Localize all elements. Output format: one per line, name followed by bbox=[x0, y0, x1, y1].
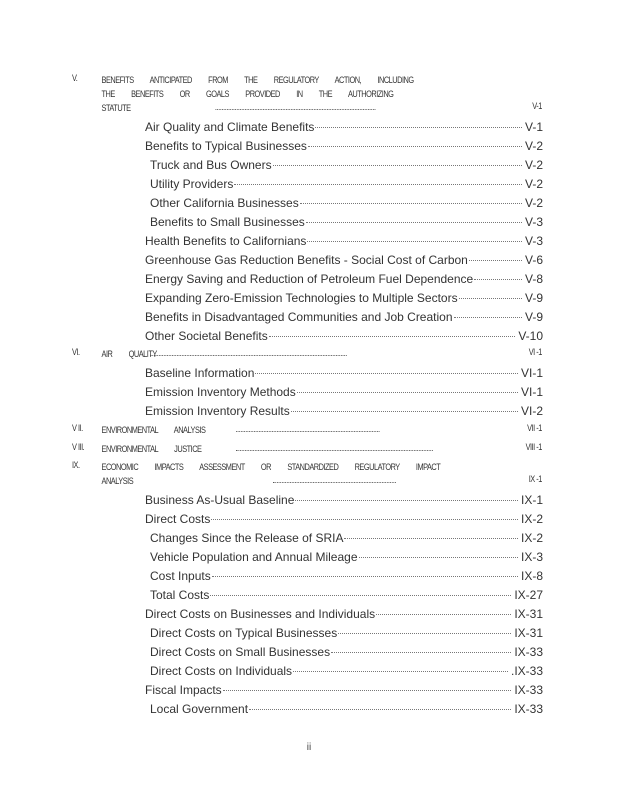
leader-dots bbox=[249, 709, 511, 710]
toc-entry[interactable] bbox=[145, 682, 543, 698]
toc-entry-page: V-2 bbox=[524, 158, 543, 172]
leader-dots bbox=[223, 690, 512, 691]
toc-entry-title: Direct Costs on Individuals bbox=[150, 664, 293, 678]
toc-entry[interactable] bbox=[145, 138, 543, 154]
toc-entry[interactable] bbox=[145, 492, 543, 508]
section-title: ECONOMIC IMPACTS ASSESSMENT OR STANDARDIZED REGULATORY IMPACT ANALYSIS bbox=[101, 462, 441, 486]
leader-dots bbox=[469, 260, 522, 261]
leader-dots bbox=[216, 109, 376, 110]
toc-entry-page: V-8 bbox=[524, 272, 543, 286]
section-number: VI. bbox=[72, 347, 80, 357]
leader-dots bbox=[315, 127, 522, 128]
leader-dots bbox=[306, 222, 522, 223]
leader-dots bbox=[308, 146, 522, 147]
section-title: BENEFITS ANTICIPATED FROM THE REGULATORY ACTION, INCLUDING THE BENEFITS OR GOALS PROVIDED IN THE AUTHORIZING STATUTE bbox=[101, 75, 414, 113]
toc-entry-title: Expanding Zero-Emission Technologies to Multiple Sectors bbox=[145, 291, 458, 305]
toc-entry-title: Greenhouse Gas Reduction Benefits - Social Cost of Carbon bbox=[145, 253, 468, 267]
toc-entry-title: Benefits in Disadvantaged Communities and Job Creation bbox=[145, 310, 453, 324]
toc-entry-page: IX-33 bbox=[514, 683, 543, 697]
leader-dots bbox=[454, 317, 522, 318]
toc-entry[interactable] bbox=[145, 606, 543, 622]
toc-entry[interactable] bbox=[150, 214, 543, 230]
section-ix-heading bbox=[72, 460, 542, 488]
toc-entry-title: Direct Costs on Small Businesses bbox=[150, 645, 331, 659]
toc-entry[interactable] bbox=[150, 549, 543, 565]
leader-dots bbox=[269, 336, 516, 337]
section-vi-heading bbox=[72, 347, 542, 361]
toc-entry[interactable] bbox=[150, 625, 543, 641]
toc-entry-page: IX-33 bbox=[514, 645, 543, 659]
section-number: V II. bbox=[72, 423, 83, 433]
section-title: AIR QUALITY bbox=[101, 349, 157, 359]
toc-entry-title: Local Government bbox=[150, 702, 249, 716]
section-title: ENVIRONMENTAL JUSTICE bbox=[101, 444, 202, 454]
toc-entry-page: V-10 bbox=[518, 329, 543, 343]
leader-dots bbox=[307, 241, 522, 242]
toc-entry-title: Emission Inventory Results bbox=[145, 404, 290, 418]
toc-entry[interactable] bbox=[145, 309, 543, 325]
toc-entry[interactable] bbox=[150, 195, 543, 211]
toc-entry[interactable] bbox=[145, 365, 543, 381]
section-page: V-1 bbox=[532, 101, 542, 111]
toc-entry[interactable] bbox=[150, 176, 543, 192]
section-page: VIII -1 bbox=[525, 442, 542, 452]
toc-entry-title: Energy Saving and Reduction of Petroleum Fuel Dependence bbox=[145, 272, 474, 286]
leader-dots bbox=[474, 279, 522, 280]
page-number: ii bbox=[306, 742, 312, 753]
section-page: VI -1 bbox=[528, 347, 542, 357]
leader-dots bbox=[376, 614, 511, 615]
toc-entry[interactable] bbox=[150, 644, 543, 660]
leader-dots bbox=[300, 203, 522, 204]
toc-entry-page: IX-2 bbox=[520, 512, 543, 526]
leader-dots bbox=[331, 652, 511, 653]
toc-entry-title: Changes Since the Release of SRIA bbox=[150, 531, 344, 545]
toc-entry-title: Air Quality and Climate Benefits bbox=[145, 120, 315, 134]
section-page: VII -1 bbox=[527, 423, 542, 433]
section-title: ENVIRONMENTAL ANALYSIS bbox=[101, 425, 206, 435]
leader-dots bbox=[273, 165, 522, 166]
toc-entry-page: V-3 bbox=[524, 215, 543, 229]
toc-entry-page: IX-27 bbox=[514, 588, 543, 602]
toc-entry[interactable] bbox=[145, 328, 543, 344]
toc-entry-page: .IX-33 bbox=[510, 664, 543, 678]
toc-entry[interactable] bbox=[150, 568, 543, 584]
toc-entry[interactable] bbox=[145, 233, 543, 249]
leader-dots bbox=[255, 373, 518, 374]
toc-entry-title: Benefits to Small Businesses bbox=[150, 215, 305, 229]
section-vii-heading bbox=[72, 423, 542, 437]
toc-entry-page: IX-3 bbox=[520, 550, 543, 564]
toc-entry-page: V-9 bbox=[524, 291, 543, 305]
toc-entry-page: V-1 bbox=[524, 120, 543, 134]
leader-dots bbox=[212, 576, 518, 577]
leader-dots bbox=[234, 184, 522, 185]
toc-entry-title: Truck and Bus Owners bbox=[150, 158, 272, 172]
toc-entry-title: Vehicle Population and Annual Mileage bbox=[150, 550, 358, 564]
toc-entry-title: Cost Inputs bbox=[150, 569, 211, 583]
toc-entry-page: V-2 bbox=[524, 177, 543, 191]
section-number: IX. bbox=[72, 460, 80, 470]
toc-entry-title: Emission Inventory Methods bbox=[145, 385, 296, 399]
toc-entry-title: Baseline Information bbox=[145, 366, 255, 380]
toc-entry[interactable] bbox=[150, 530, 543, 546]
toc-entry-page: VI-2 bbox=[520, 404, 543, 418]
toc-entry-title: Other Societal Benefits bbox=[145, 329, 268, 343]
leader-dots bbox=[273, 482, 396, 483]
toc-entry-title: Benefits to Typical Businesses bbox=[145, 139, 307, 153]
toc-entry-page: IX-8 bbox=[520, 569, 543, 583]
leader-dots bbox=[210, 595, 511, 596]
section-page: IX -1 bbox=[528, 474, 542, 484]
toc-entry-page: IX-31 bbox=[514, 626, 543, 640]
toc-entry[interactable] bbox=[145, 252, 543, 268]
toc-entry-title: Fiscal Impacts bbox=[145, 683, 222, 697]
toc-entry[interactable] bbox=[145, 290, 543, 306]
toc-entry-page: VI-1 bbox=[520, 385, 543, 399]
leader-dots bbox=[359, 557, 518, 558]
leader-dots bbox=[295, 500, 518, 501]
toc-entry[interactable] bbox=[145, 403, 543, 419]
toc-entry[interactable] bbox=[150, 587, 543, 603]
toc-entry-page: V-2 bbox=[524, 196, 543, 210]
toc-entry-title: Total Costs bbox=[150, 588, 210, 602]
leader-dots bbox=[291, 411, 518, 412]
toc-entry-title: Business As-Usual Baseline bbox=[145, 493, 295, 507]
toc-entry-title: Direct Costs bbox=[145, 512, 211, 526]
toc-entry-page: IX-1 bbox=[520, 493, 543, 507]
toc-entry-page: V-3 bbox=[524, 234, 543, 248]
leader-dots bbox=[459, 298, 522, 299]
toc-entry[interactable] bbox=[145, 271, 543, 287]
leader-dots bbox=[293, 671, 508, 672]
toc-entry-page: IX-2 bbox=[520, 531, 543, 545]
leader-dots bbox=[150, 355, 347, 356]
toc-entry[interactable] bbox=[145, 384, 543, 400]
toc-entry-page: IX-31 bbox=[514, 607, 543, 621]
section-number: V III. bbox=[72, 442, 85, 452]
leader-dots bbox=[338, 633, 511, 634]
section-viii-heading bbox=[72, 442, 542, 456]
leader-dots bbox=[297, 392, 518, 393]
toc-entry-page: VI-1 bbox=[520, 366, 543, 380]
toc-entry-page: V-2 bbox=[524, 139, 543, 153]
toc-entry[interactable] bbox=[150, 663, 543, 679]
toc-entry-page: V-9 bbox=[524, 310, 543, 324]
toc-entry-page: IX-33 bbox=[514, 702, 543, 716]
toc-entry-title: Utility Providers bbox=[150, 177, 234, 191]
toc-entry-title: Direct Costs on Typical Businesses bbox=[150, 626, 338, 640]
toc-entry-page: V-6 bbox=[524, 253, 543, 267]
leader-dots bbox=[344, 538, 518, 539]
toc-entry-title: Direct Costs on Businesses and Individuals bbox=[145, 607, 376, 621]
leader-dots bbox=[236, 450, 433, 451]
toc-entry[interactable] bbox=[145, 511, 543, 527]
leader-dots bbox=[211, 519, 518, 520]
section-number: V. bbox=[72, 73, 78, 83]
toc-entry-title: Other California Businesses bbox=[150, 196, 299, 210]
toc-entry[interactable] bbox=[150, 157, 543, 173]
toc-entry[interactable] bbox=[145, 119, 543, 135]
toc-entry[interactable] bbox=[150, 701, 543, 717]
toc-entry-title: Health Benefits to Californians bbox=[145, 234, 307, 248]
section-v-heading bbox=[72, 73, 542, 115]
leader-dots bbox=[236, 431, 380, 432]
